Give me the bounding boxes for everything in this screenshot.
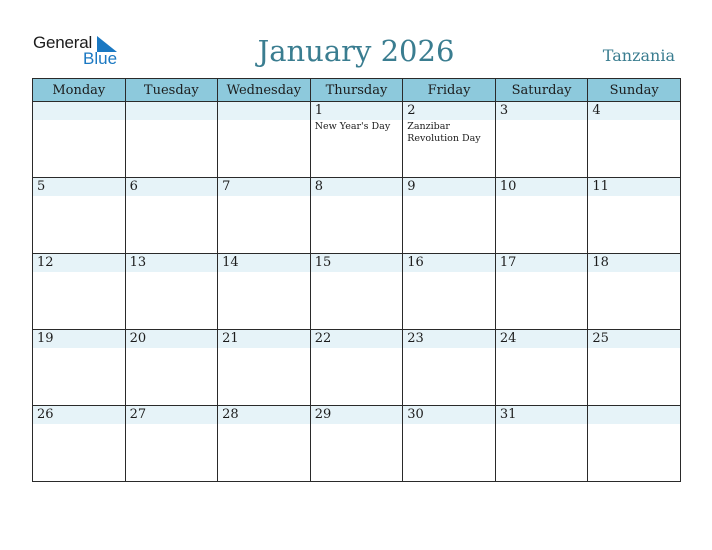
day-number-band bbox=[311, 102, 403, 120]
calendar-grid bbox=[32, 78, 681, 482]
day-number-band bbox=[126, 178, 218, 196]
day-number: 1 bbox=[314, 103, 323, 118]
holiday-label bbox=[33, 120, 125, 121]
calendar-week-row bbox=[33, 406, 681, 482]
day-number: 22 bbox=[314, 331, 332, 346]
day-cell bbox=[588, 102, 681, 178]
day-number: 21 bbox=[222, 331, 239, 346]
day-cell bbox=[125, 102, 218, 178]
day-number: 31 bbox=[499, 407, 517, 422]
weekday-header-row bbox=[33, 79, 681, 102]
day-number-band bbox=[496, 254, 588, 272]
day-number-band bbox=[403, 406, 495, 424]
holiday-label bbox=[311, 348, 403, 349]
day-number: 7 bbox=[222, 179, 231, 194]
day-number-band bbox=[588, 254, 680, 272]
holiday-label bbox=[588, 272, 680, 273]
day-number: 19 bbox=[37, 331, 54, 346]
holiday-label bbox=[33, 348, 125, 349]
day-number: 16 bbox=[407, 255, 424, 270]
day-number: 14 bbox=[222, 255, 239, 270]
holiday-label bbox=[403, 196, 495, 197]
day-cell bbox=[588, 406, 681, 482]
holiday-label bbox=[403, 424, 495, 425]
day-cell bbox=[495, 254, 588, 330]
day-number-band bbox=[33, 178, 125, 196]
holiday-label bbox=[126, 424, 218, 425]
calendar-week-row bbox=[33, 102, 681, 178]
day-number-band bbox=[588, 406, 680, 424]
calendar-body bbox=[33, 102, 681, 482]
day-number-band bbox=[311, 254, 403, 272]
day-cell bbox=[218, 102, 311, 178]
holiday-label bbox=[218, 424, 310, 425]
day-cell bbox=[588, 330, 681, 406]
day-cell bbox=[125, 254, 218, 330]
holiday-label bbox=[496, 424, 588, 425]
day-number: 10 bbox=[499, 179, 517, 194]
day-number-band bbox=[403, 254, 495, 272]
holiday-label bbox=[33, 424, 125, 425]
day-number: 28 bbox=[222, 407, 239, 422]
day-cell bbox=[403, 178, 496, 254]
holiday-label bbox=[311, 424, 403, 425]
day-number: 3 bbox=[499, 103, 509, 118]
day-cell bbox=[125, 178, 218, 254]
day-number-band bbox=[33, 102, 125, 120]
day-number: 8 bbox=[314, 179, 323, 194]
page-title: January 2026 bbox=[257, 34, 455, 68]
day-cell bbox=[310, 254, 403, 330]
day-number: 9 bbox=[407, 179, 416, 194]
day-number-band bbox=[33, 254, 125, 272]
day-number-band bbox=[218, 102, 310, 120]
day-number-band bbox=[218, 406, 310, 424]
day-cell bbox=[495, 102, 588, 178]
logo-blue-text: Blue bbox=[83, 49, 118, 68]
weekday-header: Sunday bbox=[588, 79, 681, 102]
day-cell bbox=[588, 178, 681, 254]
day-cell bbox=[310, 102, 403, 178]
holiday-label bbox=[218, 272, 310, 273]
holiday-label bbox=[588, 120, 680, 121]
day-number: 24 bbox=[499, 331, 517, 346]
day-number-band bbox=[588, 178, 680, 196]
day-number-band bbox=[33, 330, 125, 348]
holiday-label bbox=[496, 120, 588, 121]
day-number: 12 bbox=[37, 255, 54, 270]
holiday-label bbox=[33, 272, 125, 273]
day-number-band bbox=[403, 178, 495, 196]
holiday-label bbox=[33, 196, 125, 197]
day-number: 5 bbox=[37, 179, 46, 194]
day-number-band bbox=[496, 406, 588, 424]
calendar-week-row bbox=[33, 330, 681, 406]
day-cell bbox=[310, 330, 403, 406]
day-cell bbox=[495, 330, 588, 406]
day-number-band bbox=[218, 178, 310, 196]
holiday-label bbox=[126, 196, 218, 197]
day-number-band bbox=[126, 254, 218, 272]
holiday-label bbox=[496, 196, 588, 197]
day-cell bbox=[403, 330, 496, 406]
day-cell bbox=[33, 102, 126, 178]
day-cell bbox=[33, 330, 126, 406]
day-number: 26 bbox=[37, 407, 54, 422]
holiday-label bbox=[588, 196, 680, 197]
day-number-band bbox=[311, 178, 403, 196]
day-number: 27 bbox=[129, 407, 147, 422]
calendar-week-row bbox=[33, 254, 681, 330]
day-number: 13 bbox=[129, 255, 147, 270]
holiday-label bbox=[496, 272, 588, 273]
weekday-header: Tuesday bbox=[125, 79, 218, 102]
holiday-label bbox=[311, 196, 403, 197]
day-number-band bbox=[403, 330, 495, 348]
day-number-band bbox=[496, 102, 588, 120]
holiday-label bbox=[496, 348, 588, 349]
day-cell bbox=[33, 406, 126, 482]
day-number-band bbox=[33, 406, 125, 424]
holiday-label bbox=[126, 120, 218, 121]
day-number-band bbox=[403, 102, 495, 120]
holiday-label bbox=[218, 348, 310, 349]
day-number-band bbox=[588, 102, 680, 120]
holiday-label bbox=[218, 120, 310, 121]
day-number: 4 bbox=[592, 103, 601, 118]
day-cell bbox=[495, 178, 588, 254]
day-cell bbox=[588, 254, 681, 330]
day-cell bbox=[310, 406, 403, 482]
calendar-week-row bbox=[33, 178, 681, 254]
day-cell bbox=[403, 406, 496, 482]
day-cell bbox=[125, 406, 218, 482]
day-number: 20 bbox=[129, 331, 147, 346]
day-number-band bbox=[218, 254, 310, 272]
holiday-label bbox=[311, 272, 403, 273]
day-number: 15 bbox=[314, 255, 332, 270]
holiday-label bbox=[126, 272, 218, 273]
day-number-band bbox=[311, 330, 403, 348]
day-number-band bbox=[126, 406, 218, 424]
day-number-band bbox=[126, 330, 218, 348]
weekday-header: Friday bbox=[403, 79, 496, 102]
day-number-band bbox=[218, 330, 310, 348]
day-cell bbox=[125, 330, 218, 406]
weekday-header: Thursday bbox=[310, 79, 403, 102]
day-number: 23 bbox=[407, 331, 424, 346]
holiday-label bbox=[403, 272, 495, 273]
country-label: Tanzania bbox=[602, 46, 675, 65]
holiday-label: New Year's Day bbox=[314, 121, 391, 132]
day-cell bbox=[33, 178, 126, 254]
holiday-label bbox=[588, 424, 680, 425]
day-number: 17 bbox=[499, 255, 517, 270]
day-cell bbox=[310, 178, 403, 254]
day-number-band bbox=[126, 102, 218, 120]
holiday-label bbox=[126, 348, 218, 349]
day-number-band bbox=[496, 330, 588, 348]
day-cell bbox=[33, 254, 126, 330]
holiday-label: Zanzibar Revolution Day bbox=[407, 121, 481, 144]
day-number: 18 bbox=[592, 255, 609, 270]
day-number: 2 bbox=[407, 103, 416, 118]
day-number: 6 bbox=[129, 179, 138, 194]
day-number-band bbox=[496, 178, 588, 196]
holiday-label bbox=[403, 348, 495, 349]
weekday-header: Saturday bbox=[495, 79, 588, 102]
day-number: 29 bbox=[314, 407, 332, 422]
day-cell bbox=[218, 406, 311, 482]
weekday-header: Wednesday bbox=[218, 79, 311, 102]
day-number: 11 bbox=[592, 179, 609, 194]
weekday-header: Monday bbox=[33, 79, 126, 102]
holiday-label bbox=[588, 348, 680, 349]
day-number: 25 bbox=[592, 331, 609, 346]
day-cell bbox=[218, 178, 311, 254]
day-cell bbox=[218, 330, 311, 406]
day-number-band bbox=[588, 330, 680, 348]
logo-general-text: General bbox=[33, 33, 93, 52]
day-cell bbox=[495, 406, 588, 482]
day-number-band bbox=[311, 406, 403, 424]
holiday-label bbox=[218, 196, 310, 197]
day-cell bbox=[403, 102, 496, 178]
day-number: 30 bbox=[407, 407, 424, 422]
day-cell bbox=[218, 254, 311, 330]
day-cell bbox=[403, 254, 496, 330]
